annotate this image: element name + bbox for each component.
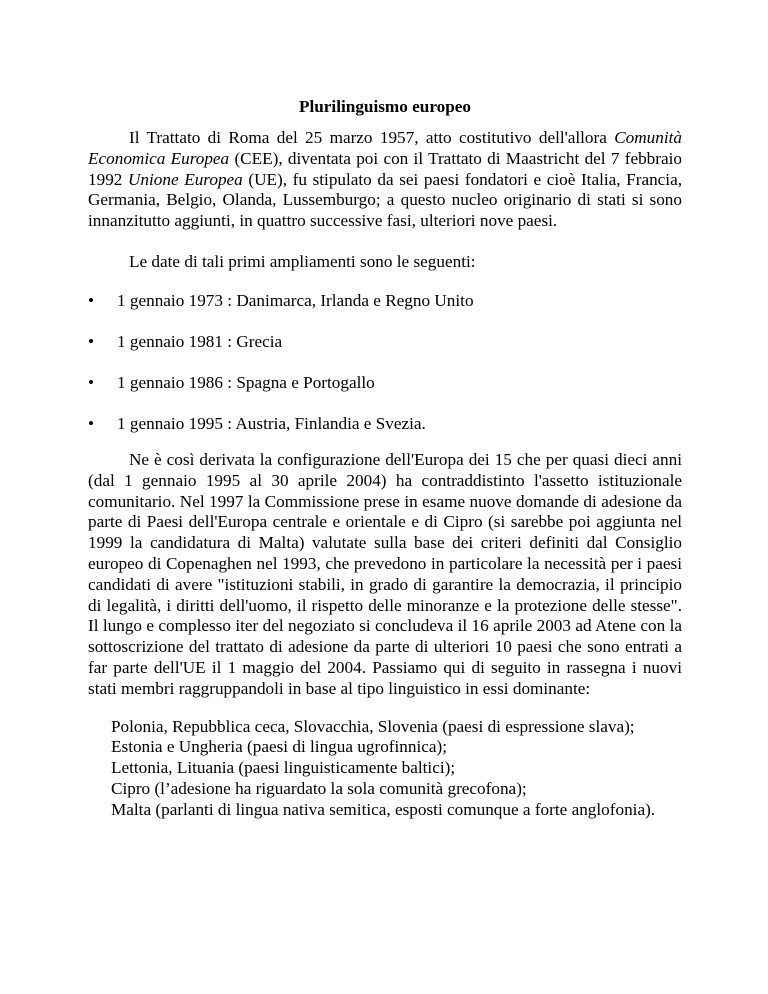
paragraph-dates-intro: Le date di tali primi ampliamenti sono le seguenti: (129, 251, 476, 271)
cee-name: Comunità Economica Europea (88, 128, 682, 168)
member-line: Cipro (l’adesione ha riguardato la sola comunità grecofona); (111, 778, 527, 798)
member-line: Estonia e Ungheria (paesi di lingua ugrofinnica); (111, 737, 448, 757)
document-title: Plurilinguismo europeo (298, 97, 472, 116)
list-item-text: 1 gennaio 1986 : Spagna e Portogallo (117, 372, 375, 392)
new-members-list (111, 717, 682, 821)
list-item (88, 290, 682, 311)
member-line: Malta (parlanti di lingua nativa semitica, esposti comunque a forte anglofonia). (111, 799, 656, 819)
list-item (88, 331, 682, 352)
ue-name: Unione Europea (128, 169, 243, 189)
bullet-icon: • (88, 331, 95, 351)
list-item-text: 1 gennaio 1981 : Grecia (117, 331, 283, 351)
list-item (88, 372, 682, 393)
list-item-text: 1 gennaio 1973 : Danimarca, Irlanda e Regno Unito (117, 290, 474, 310)
enlargement-dates-list (88, 290, 682, 434)
bullet-icon: • (88, 413, 95, 433)
paragraph-enlargement: Ne è così derivata la configurazione dell'Europa dei 15 che per quasi dieci anni (dal 1 gennaio 1995 al 30 aprile 2004) ha contraddistinto l'assetto istituzionale comunitario. Nel 1997 la Commissione prese in esame nuove domande di adesione da parte di Paesi dell'Europa centrale e orientale e di Cipro (si sarebbe poi aggiunta nel 1999 la candidatura di Malta) valutate sulla base dei criteri definiti dal Consiglio europeo di Copenaghen nel 1993, che prevedono in particolare la necessità per i paesi candidati di avere "istituzioni stabili, in grado di garantire la democrazia, il principio di legalità, i diritti dell'uomo, il rispetto delle minoranze e la protezione delle stesse". Il lungo e complesso iter del negoziato si concludeva il 16 aprile 2003 ad Atene con la sottoscrizione del trattato di adesione da parte di ulteriori 10 paesi che sono entrati a far parte dell'UE il 1 maggio del 2004. Passiamo qui di seguito in rassegna i nuovi stati membri raggruppandoli in base al tipo linguistico in essi dominante: (88, 449, 682, 698)
document-page (88, 96, 682, 821)
bullet-icon: • (88, 372, 95, 392)
member-line: Polonia, Repubblica ceca, Slovacchia, Slovenia (paesi di espressione slava); (111, 716, 635, 736)
paragraph-treaty (88, 128, 682, 232)
list-item (88, 413, 682, 434)
paragraph-treaty-text-3: (UE), fu stipulato da sei paesi fondatori e cioè Italia, Francia, Germania, Belgio, Olanda, Lussemburgo; a questo nucleo originario di stati si sono innanzitutto aggiunti, in quattro successive fasi, ulteriori nove paesi. (88, 169, 683, 231)
member-line: Lettonia, Lituania (paesi linguisticamente baltici); (111, 758, 456, 778)
list-item-text: 1 gennaio 1995 : Austria, Finlandia e Svezia. (117, 413, 426, 433)
paragraph-treaty-text-2: (CEE), diventata poi con il Trattato di Maastricht del 7 febbraio 1992 (88, 148, 682, 189)
paragraph-treaty-text-1: Il Trattato di Roma del 25 marzo 1957, atto costitutivo dell'allora (129, 128, 615, 147)
bullet-icon: • (88, 290, 95, 310)
